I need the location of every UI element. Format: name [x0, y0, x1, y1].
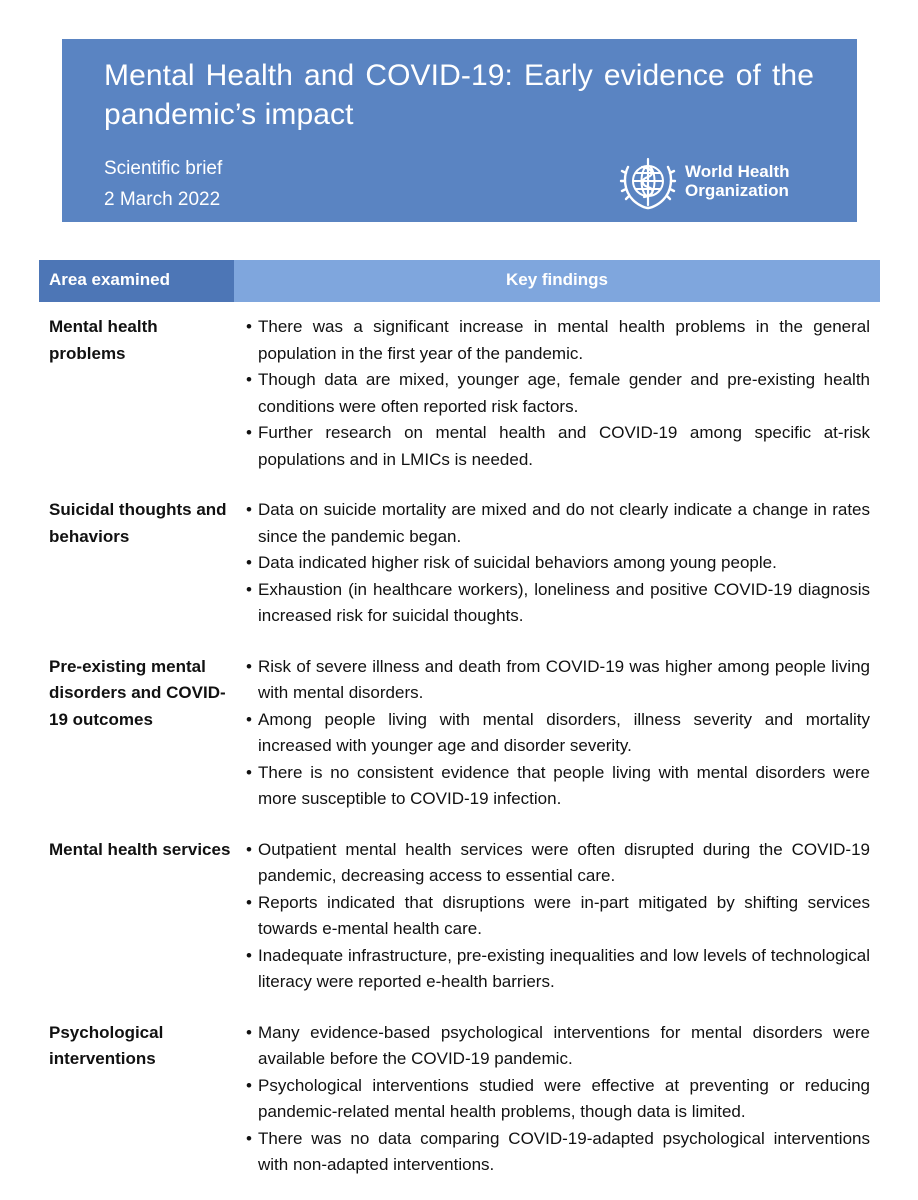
bullet-icon: •: [246, 1128, 252, 1148]
bullet-icon: •: [246, 892, 252, 912]
area-examined-cell: Mental health services: [49, 839, 231, 859]
table-row: [39, 497, 880, 630]
finding-text: There was a significant increase in mental health problems in the general population in the first year of the pandemic.: [258, 317, 870, 363]
finding-item: [240, 1126, 870, 1179]
bullet-icon: •: [246, 370, 252, 389]
bullet-icon: •: [246, 709, 252, 729]
table-header: [39, 260, 880, 302]
finding-text: Though data are mixed, younger age, female gender and pre-existing health conditions were often reported risk factors.: [258, 370, 870, 416]
finding-item: [240, 1020, 870, 1073]
area-examined-cell: Suicidal thoughts and behaviors: [49, 500, 227, 546]
finding-item: [240, 707, 870, 760]
bullet-icon: •: [246, 839, 252, 859]
finding-item: [240, 550, 870, 577]
finding-text: Data indicated higher risk of suicidal behaviors among young people.: [258, 553, 777, 572]
who-logo: [618, 153, 838, 213]
area-examined-cell: Psychological interventions: [49, 1022, 164, 1068]
column-header-findings: Key findings: [234, 260, 880, 302]
table-row: [39, 314, 880, 473]
finding-item: [240, 497, 870, 550]
finding-text: Data on suicide mortality are mixed and do not clearly indicate a change in rates since the pandemic began.: [258, 500, 870, 546]
finding-text: Risk of severe illness and death from COVID-19 was higher among people living with mental disorders.: [258, 656, 870, 702]
finding-text: There is no consistent evidence that people living with mental disorders were more susceptible to COVID-19 infection.: [258, 762, 870, 808]
organization-name-line2: Organization: [685, 181, 789, 200]
header-banner: [62, 39, 857, 222]
key-findings-cell: [234, 837, 880, 996]
finding-item: [240, 367, 870, 420]
finding-item: [240, 420, 870, 473]
bullet-icon: •: [246, 1022, 252, 1042]
document-title: Mental Health and COVID-19: Early evidence of the pandemic’s impact: [104, 59, 814, 131]
key-findings-cell: [234, 497, 880, 630]
finding-item: [240, 943, 870, 996]
bullet-icon: •: [246, 762, 252, 782]
finding-item: [240, 1073, 870, 1126]
who-emblem-icon: [618, 153, 678, 213]
finding-item: [240, 837, 870, 890]
key-findings-cell: [234, 1020, 880, 1179]
finding-text: Exhaustion (in healthcare workers), loneliness and positive COVID-19 diagnosis increased risk for suicidal thoughts.: [258, 579, 870, 625]
finding-item: [240, 314, 870, 367]
bullet-icon: •: [246, 656, 252, 676]
bullet-icon: •: [246, 579, 252, 599]
bullet-icon: •: [246, 945, 252, 965]
bullet-icon: •: [246, 423, 252, 442]
bullet-icon: •: [246, 317, 252, 336]
finding-item: [240, 760, 870, 813]
document-subtitle: Scientific brief: [104, 158, 223, 179]
column-header-area: Area examined: [39, 260, 234, 302]
table-row: [39, 837, 880, 996]
finding-item: [240, 654, 870, 707]
document-meta: [104, 153, 222, 215]
area-examined-cell: Mental health problems: [49, 317, 158, 363]
document-date: 2 March 2022: [104, 189, 221, 210]
finding-text: Psychological interventions studied were effective at preventing or reducing pandemic-related mental health problems, though data is limited.: [258, 1075, 870, 1121]
key-findings-cell: [234, 654, 880, 813]
finding-text: Further research on mental health and COVID-19 among specific at-risk populations and in LMICs is needed.: [258, 423, 870, 469]
key-findings-cell: [234, 314, 880, 473]
table-body: [39, 314, 880, 1179]
finding-item: [240, 577, 870, 630]
bullet-icon: •: [246, 1075, 252, 1095]
finding-text: Inadequate infrastructure, pre-existing inequalities and low levels of technological literacy were reported e-health barriers.: [258, 945, 870, 991]
area-examined-cell: Pre-existing mental disorders and COVID-19 outcomes: [49, 656, 226, 729]
table-row: [39, 1020, 880, 1179]
finding-text: There was no data comparing COVID-19-adapted psychological interventions with non-adapted interventions.: [258, 1128, 870, 1174]
finding-text: Many evidence-based psychological interventions for mental disorders were available before the COVID-19 pandemic.: [258, 1022, 870, 1068]
finding-text: Among people living with mental disorders, illness severity and mortality increased with younger age and disorder severity.: [258, 709, 870, 755]
organization-name-line1: World Health: [685, 162, 790, 181]
organization-name: [685, 162, 790, 200]
bullet-icon: •: [246, 553, 252, 572]
bullet-icon: •: [246, 500, 252, 519]
finding-item: [240, 890, 870, 943]
table-row: [39, 654, 880, 813]
finding-text: Reports indicated that disruptions were in-part mitigated by shifting services towards e-mental health care.: [258, 892, 870, 938]
finding-text: Outpatient mental health services were often disrupted during the COVID-19 pandemic, decreasing access to essential care.: [258, 839, 870, 885]
findings-table: [39, 260, 880, 1179]
